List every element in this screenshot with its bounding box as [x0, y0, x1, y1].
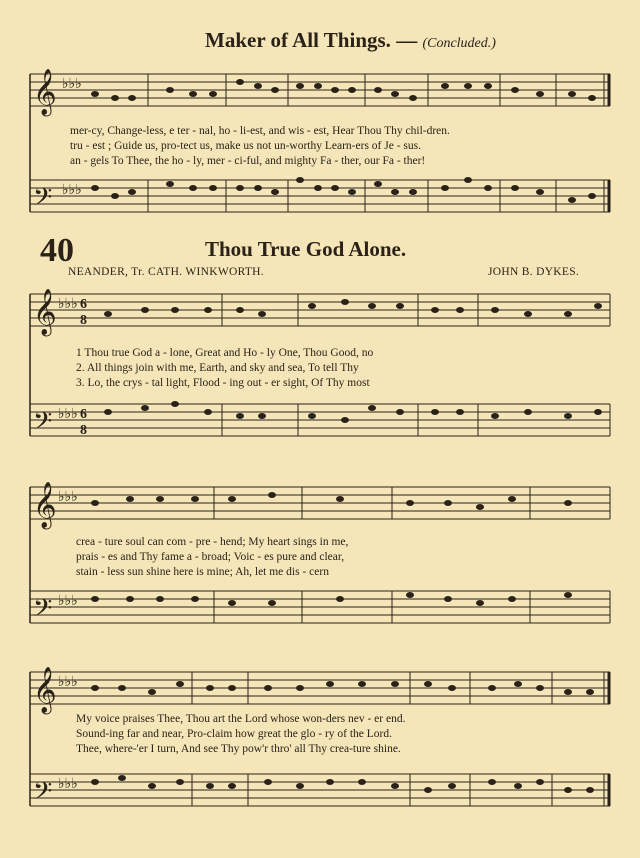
svg-text:𝄞: 𝄞 — [33, 482, 57, 528]
s1-lyric-line-3: 3. Lo, the crys - tal light, Flood - ing out - er sight, Of Thy most — [76, 377, 370, 389]
svg-text:♭♭♭: ♭♭♭ — [58, 297, 78, 312]
concluded-note: (Concluded.) — [422, 36, 496, 51]
s1-lyric-line-2: 2. All things join with me, Earth, and sky and sea, To tell Thy — [76, 362, 359, 374]
s3-lyric-line-3: Thee, where-'er I turn, And see Thy pow'r thro' all Thy crea-ture shine. — [76, 743, 401, 755]
svg-text:♭♭♭: ♭♭♭ — [58, 490, 78, 505]
previous-hymn-title — [205, 28, 496, 53]
hymn-number: 40 — [40, 232, 74, 269]
svg-text:𝄢: 𝄢 — [33, 407, 53, 442]
svg-text:♭♭♭: ♭♭♭ — [62, 183, 82, 198]
svg-text:6: 6 — [80, 297, 87, 312]
s2-lyric-line-3: stain - less sun shine here is mine; Ah, let me dis - cern — [76, 566, 329, 578]
svg-text:𝄞: 𝄞 — [33, 289, 57, 335]
svg-text:𝄢: 𝄢 — [33, 594, 53, 629]
svg-text:𝄢: 𝄢 — [33, 777, 53, 812]
s2-lyric-line-2: prais - es and Thy fame a - broad; Voic - es pure and clear, — [76, 551, 345, 563]
prev-lyric-line-1: mer-cy, Change-less, e ter - nal, ho - li-est, and wis - est, Hear Thou Thy chil-dren. — [70, 125, 450, 137]
prev-lyric-line-2: tru - est ; Guide us, pro-tect us, make us not un-worthy Learn-ers of Je - sus. — [70, 140, 421, 152]
svg-text:6: 6 — [80, 407, 87, 422]
s3-lyric-line-2: Sound-ing far and near, Pro-claim how great the glo - ry of the Lord. — [76, 728, 393, 740]
svg-text:8: 8 — [80, 313, 87, 328]
concluded-text: Concluded. — [427, 36, 492, 51]
music-credit: JOHN B. DYKES. — [488, 266, 580, 278]
svg-text:𝄢: 𝄢 — [33, 183, 53, 218]
svg-text:♭♭♭: ♭♭♭ — [58, 777, 78, 792]
previous-hymn-title-text: Maker of All Things. — [205, 28, 391, 52]
s3-lyric-line-1: My voice praises Thee, Thou art the Lord whose won-ders nev - er end. — [76, 713, 406, 725]
s1-lyric-line-1: 1 Thou true God a - lone, Great and Ho - ly One, Thou Good, no — [76, 347, 374, 359]
words-credit: NEANDER, Tr. CATH. WINKWORTH. — [68, 266, 264, 278]
title-dash: — — [396, 28, 418, 52]
svg-text:8: 8 — [80, 423, 87, 438]
hymn-title: Thou True God Alone. — [205, 237, 407, 261]
svg-text:♭♭♭: ♭♭♭ — [58, 675, 78, 690]
svg-text:♭♭♭: ♭♭♭ — [62, 77, 82, 92]
svg-text:♭♭♭: ♭♭♭ — [58, 594, 78, 609]
svg-text:𝄞: 𝄞 — [33, 667, 57, 713]
prev-lyric-line-3: an - gels To Thee, the ho - ly, mer - ci-ful, and mighty Fa - ther, our Fa - ther! — [70, 155, 426, 167]
svg-text:𝄞: 𝄞 — [33, 69, 57, 115]
svg-text:♭♭♭: ♭♭♭ — [58, 407, 78, 422]
s2-lyric-line-1: crea - ture soul can com - pre - hend; My heart sings in me, — [76, 536, 349, 548]
